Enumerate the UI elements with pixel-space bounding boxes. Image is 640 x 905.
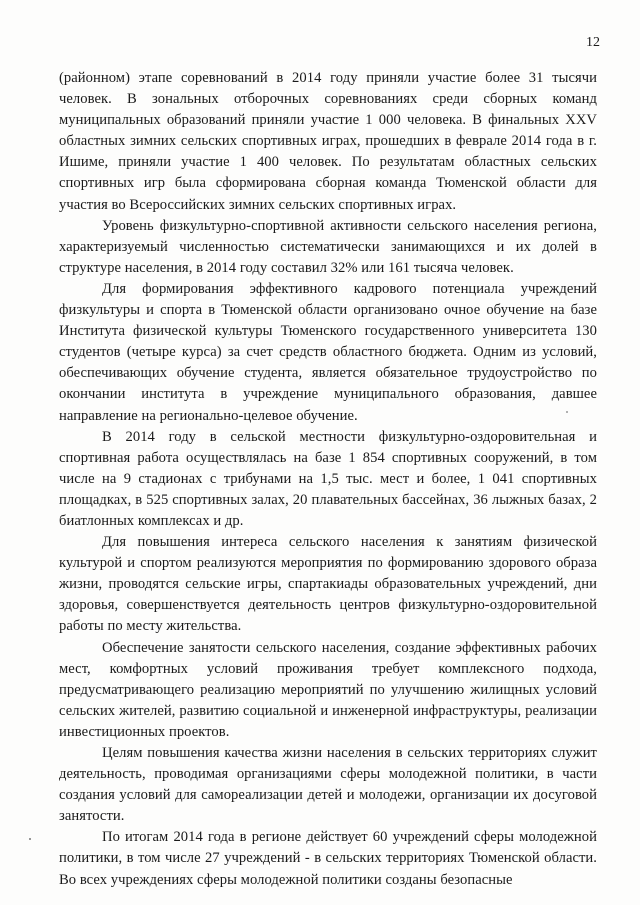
body-text <box>59 68 597 891</box>
paragraph: Для повышения интереса сельского населения к занятиям физической культурой и спортом реализуются мероприятия по формированию здорового образа жизни, проводятся сельские игры, спартакиады образовательных учреждений, дни здоровья, совершенствуется деятельность центров физкультурно-оздоровительной работы по месту жительства. <box>59 534 597 635</box>
paragraph: Для формирования эффективного кадрового потенциала учреждений физкультуры и спорта в Тюменской области организовано очное обучение на базе Института физической культуры Тюменского государственного университета 130 студентов (четыре курса) за счет средств областного бюджета. Одним из условий, обеспечивающих обучение студента, является обязательное трудоустройство по окончании института в учреждение муниципального образования, давшее направление на регионально-целевое обучение. <box>59 280 597 424</box>
paragraph: По итогам 2014 года в регионе действует 60 учреждений сферы молодежной политики, в том числе 27 учреждений - в сельских территориях Тюменской области. Во всех учреждениях сферы молодежной политики созданы безопасные <box>59 829 597 888</box>
scan-speck <box>29 838 31 840</box>
paragraph: Уровень физкультурно-спортивной активности сельского населения региона, характеризуемый численностью систематически занимающихся и их долей в структуре населения, в 2014 году составил 32% или 161 тысяча человек. <box>59 217 597 276</box>
paragraph: Целям повышения качества жизни населения в сельских территориях служит деятельность, проводимая организациями сферы молодежной политики, в части создания условий для самореализации детей и молодежи, организации их досуговой занятости. <box>59 745 597 825</box>
paragraph: В 2014 году в сельской местности физкультурно-оздоровительная и спортивная работа осуществлялась на базе 1 854 спортивных сооружений, в том числе на 9 стадионах с трибунами на 1,5 тыс. мест и более, 1 041 спортивных площадках, в 525 спортивных залах, 20 плавательных бассейнах, 36 лыжных базах, 2 биатлонных комплексах и др. <box>59 428 597 529</box>
page-number: 12 <box>586 35 600 50</box>
scan-speck <box>566 411 568 413</box>
paragraph: (районном) этапе соревнований в 2014 году приняли участие более 31 тысячи человек. В зональных отборочных соревнованиях среди сборных команд муниципальных образований приняли участие 1 000 человека. В финальных XXV областных зимних сельских спортивных играх, прошедших в феврале 2014 года в г. Ишиме, приняли участие 1 400 человек. По результатам областных сельских спортивных игр была сформирована сборная команда Тюменской области для участия во Всероссийских зимних сельских спортивных играх. <box>59 70 597 213</box>
paragraph: Обеспечение занятости сельского населения, создание эффективных рабочих мест, комфортных условий проживания требует комплексного подхода, предусматривающего реализацию мероприятий по улучшению жилищных условий сельских жителей, развитию социальной и инженерной инфраструктуры, реализации инвестиционных проектов. <box>59 639 597 740</box>
